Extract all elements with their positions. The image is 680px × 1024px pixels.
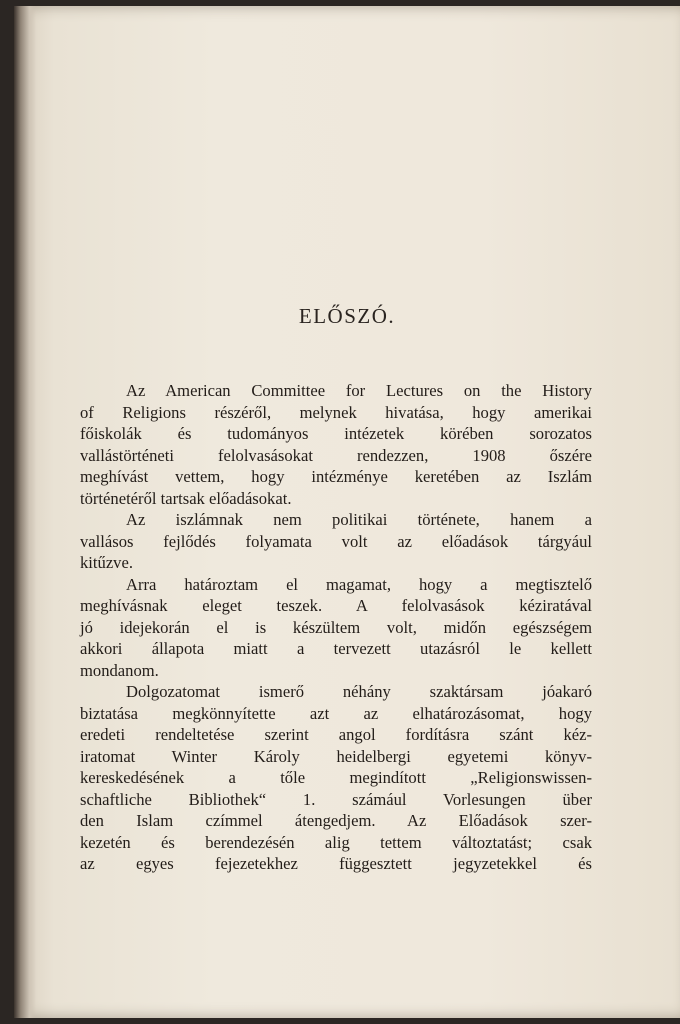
text-line: jó idejekorán el is készültem volt, midőn egészségem [80, 617, 592, 637]
text-line: főiskolák és tudományos intézetek körében sorozatos [80, 424, 592, 443]
preface-body [80, 380, 592, 875]
text-line: meghívásnak eleget teszek. A felolvasások kéziratával [80, 596, 592, 615]
text-line: den Islam czímmel átengedjem. Az Előadások szer- [80, 811, 592, 830]
text-line: iratomat Winter Károly heidelbergi egyetemi könyv- [80, 746, 592, 766]
text-line: schaftliche Bibliothek“ 1. számául Vorlesungen über [80, 789, 592, 809]
text-line: kereskedésének a tőle megindított „Religionswissen- [80, 768, 592, 787]
text-line: Az iszlámnak nem politikai története, hanem a [126, 510, 592, 529]
text-line: of Religions részéről, melynek hivatása, hogy amerikai [80, 402, 592, 422]
text-line: az egyes fejezetekhez függesztett jegyzetekkel és [80, 854, 592, 873]
text-line: történetéről tartsak előadásokat. [80, 488, 292, 508]
text-line: meghívást vettem, hogy intézménye keretében az Iszlám [80, 467, 592, 486]
text-line: vallásos fejlődés folyamata volt az előadások tárgyául [80, 531, 592, 551]
text-line: Az American Committee for Lectures on the History [126, 381, 592, 400]
text-line: Dolgozatomat ismerő néhány szaktársam jóakaró [126, 682, 592, 701]
page-title: ELŐSZÓ. [298, 304, 396, 328]
book-page [14, 6, 680, 1018]
text-line: mondanom. [80, 660, 159, 680]
text-line: vallástörténeti felolvasásokat rendezzen, 1908 őszére [80, 445, 592, 465]
text-line: Arra határoztam el magamat, hogy a megtisztelő [126, 574, 592, 594]
text-line: akkori állapota miatt a tervezett utazásról le kellett [80, 639, 592, 658]
text-line: eredeti rendeltetése szerint angol fordításra szánt kéz- [80, 725, 592, 744]
text-line: biztatása megkönnyítette azt az elhatározásomat, hogy [80, 703, 592, 723]
book-spine-shadow [14, 6, 36, 1018]
text-line: kitűzve. [80, 553, 133, 572]
text-line: kezetén és berendezésén alig tettem változtatást; csak [80, 832, 592, 852]
